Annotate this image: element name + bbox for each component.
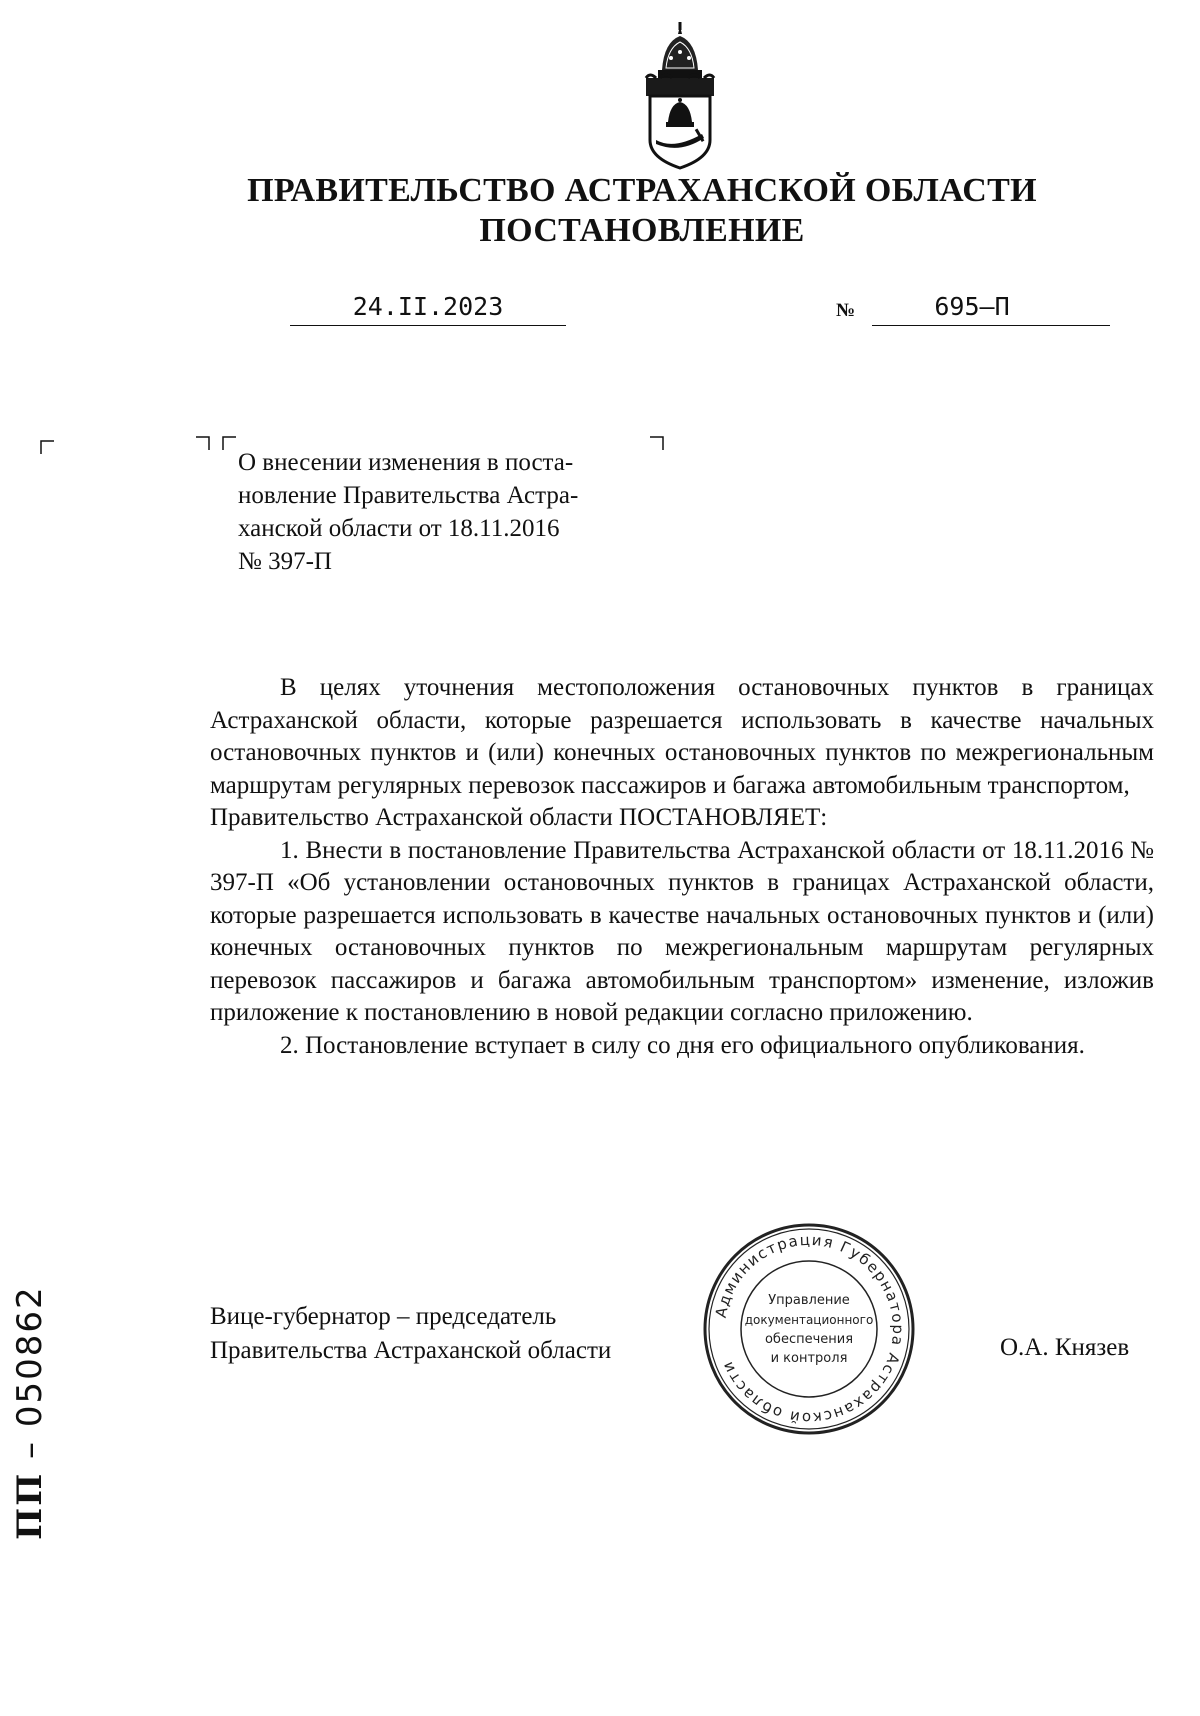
number-underline: [872, 325, 1110, 326]
stamp-inner-line: и контроля: [770, 1351, 848, 1366]
form-serial-number: [10, 1240, 60, 1540]
position-line: Вице-губернатор – председатель: [210, 1303, 557, 1330]
corner-mark-subject-left-a: [196, 436, 210, 450]
signatory-name: О.А. Князев: [1000, 1334, 1130, 1361]
item-2-paragraph: 2. Постановление вступает в силу со дня его официального опубликования.: [280, 1031, 1085, 1059]
serial-digits: – 050862: [10, 1285, 50, 1459]
preamble-paragraph: В целях уточнения местоположения остановочных пунктов в границах Астраханской области, которые разрешается использовать в качестве начальных остановочных пунктов и (или) конечных остановочных пунктов по межрегиональным маршрутам регулярных перевозок пассажиров и багажа автомобильным транспортом,: [210, 674, 1154, 799]
document-date: 24.II.2023: [352, 292, 504, 321]
serial-prefix: ПП: [10, 1471, 50, 1540]
stamp-inner-line: документационного: [744, 1313, 874, 1327]
document-subject: [238, 446, 634, 578]
item-1-paragraph: 1. Внести в постановление Правительства Астраханской области от 18.11.2016 № 397-П «Об установлении остановочных пунктов в границах Астраханской области, которые разрешается использовать в качестве начальных остановочных пунктов и (или) конечных остановочных пунктов по межрегиональным маршрутам регулярных перевозок пассажиров и багажа автомобильным транспортом» изменение, изложив приложение к постановлению в новой редакции согласно приложению.: [210, 836, 1154, 1026]
corner-mark-left: [40, 440, 54, 454]
document-number: 695–П: [934, 292, 1010, 321]
subject-line: О внесении изменения в поста-: [238, 449, 574, 476]
stamp-inner-line: Управление: [768, 1293, 850, 1308]
position-line: Правительства Астраханской области: [210, 1337, 612, 1364]
official-stamp: [702, 1222, 916, 1436]
org-title: ПРАВИТЕЛЬСТВО АСТРАХАНСКОЙ ОБЛАСТИ: [247, 172, 1037, 209]
corner-mark-subject-left-b: [222, 436, 236, 450]
number-sign: №: [836, 300, 856, 321]
coat-of-arms-emblem: [640, 22, 720, 170]
subject-line: ханской области от 18.11.2016: [238, 515, 560, 542]
signatory-position: [210, 1300, 611, 1368]
resolves-line: Правительство Астраханской области ПОСТАНОВЛЯЕТ:: [210, 804, 828, 831]
subject-line: № 397-П: [238, 548, 332, 575]
stamp-inner-line: обеспечения: [764, 1332, 854, 1347]
date-underline: [290, 325, 566, 326]
corner-mark-subject-right: [650, 436, 664, 450]
doc-type-title: ПОСТАНОВЛЕНИЕ: [479, 212, 805, 249]
document-body: [210, 672, 1154, 1062]
stamp-outer-text: Администрация Губернатора Астраханской области: [711, 1230, 908, 1428]
subject-line: новление Правительства Астра-: [238, 482, 579, 509]
